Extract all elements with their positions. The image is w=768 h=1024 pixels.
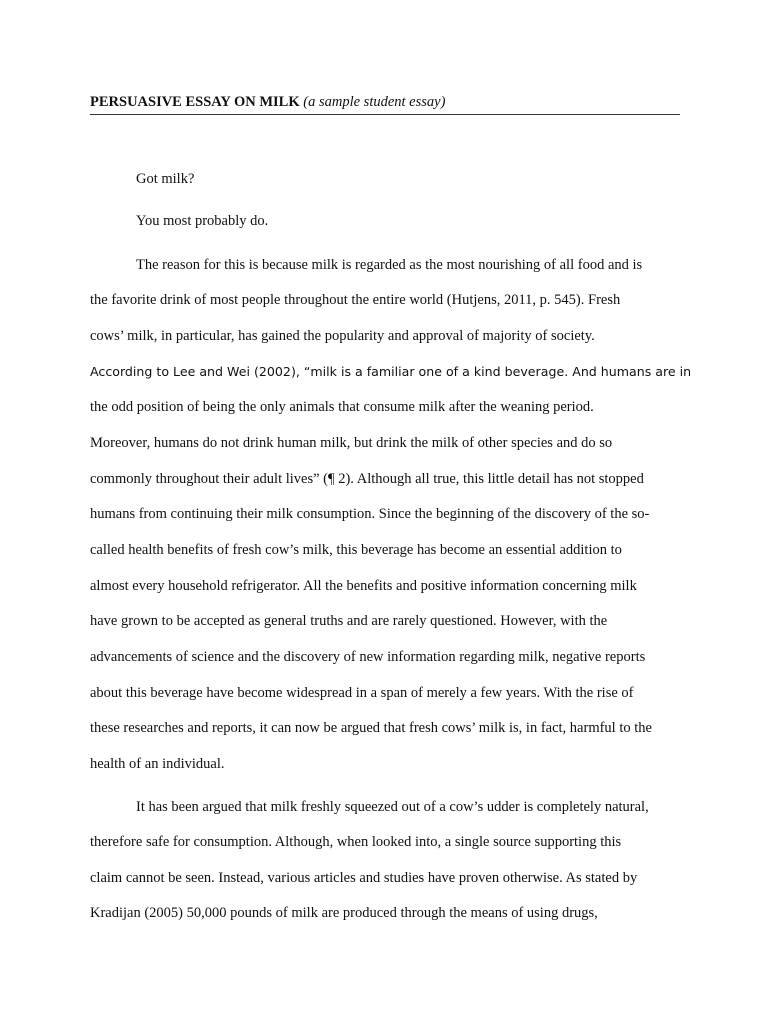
text-line: therefore safe for consumption. Although, when looked into, a single source supporting this [90,834,622,850]
text-line: about this beverage have become widespread in a span of merely a few years. With the rise of [90,685,634,701]
essay-header [90,94,680,115]
text-line: advancements of science and the discovery of new information regarding milk, negative reports [90,649,646,665]
text-line: have grown to be accepted as general truths and are rarely questioned. However, with the [90,613,608,629]
text-line: commonly throughout their adult lives” (¶ 2). Although all true, this little detail has not stopped [90,471,644,487]
text-line: almost every household refrigerator. All the benefits and positive information concerning milk [90,578,637,594]
paragraph-you-most-probably: You most probably do. [136,213,269,229]
text-line: cows’ milk, in particular, has gained the popularity and approval of majority of society. [90,328,595,344]
essay-title: PERSUASIVE ESSAY ON MILK [90,94,300,110]
text-line: these researches and reports, it can now be argued that fresh cows’ milk is, in fact, harmful to the [90,720,652,736]
text-line: Moreover, humans do not drink human milk, but drink the milk of other species and do so [90,435,613,451]
text-line: Kradijan (2005) 50,000 pounds of milk are produced through the means of using drugs, [90,905,598,921]
essay-subtitle: (a sample student essay) [303,94,446,110]
text-line: the favorite drink of most people throughout the entire world (Hutjens, 2011, p. 545). Fresh [90,292,621,308]
text-line: called health benefits of fresh cow’s milk, this beverage has become an essential addition to [90,542,622,558]
text-line: the odd position of being the only animals that consume milk after the weaning period. [90,399,594,415]
text-line: humans from continuing their milk consumption. Since the beginning of the discovery of the so- [90,506,650,522]
text-line: claim cannot be seen. Instead, various articles and studies have proven otherwise. As stated by [90,870,638,886]
text-line: health of an individual. [90,756,225,772]
text-line: According to Lee and Wei (2002), “milk is a familiar one of a kind beverage. And humans are in [90,364,692,379]
text-line: The reason for this is because milk is regarded as the most nourishing of all food and is [136,257,643,273]
paragraph-got-milk: Got milk? [136,171,195,187]
text-line: It has been argued that milk freshly squeezed out of a cow’s udder is completely natural, [136,799,649,815]
